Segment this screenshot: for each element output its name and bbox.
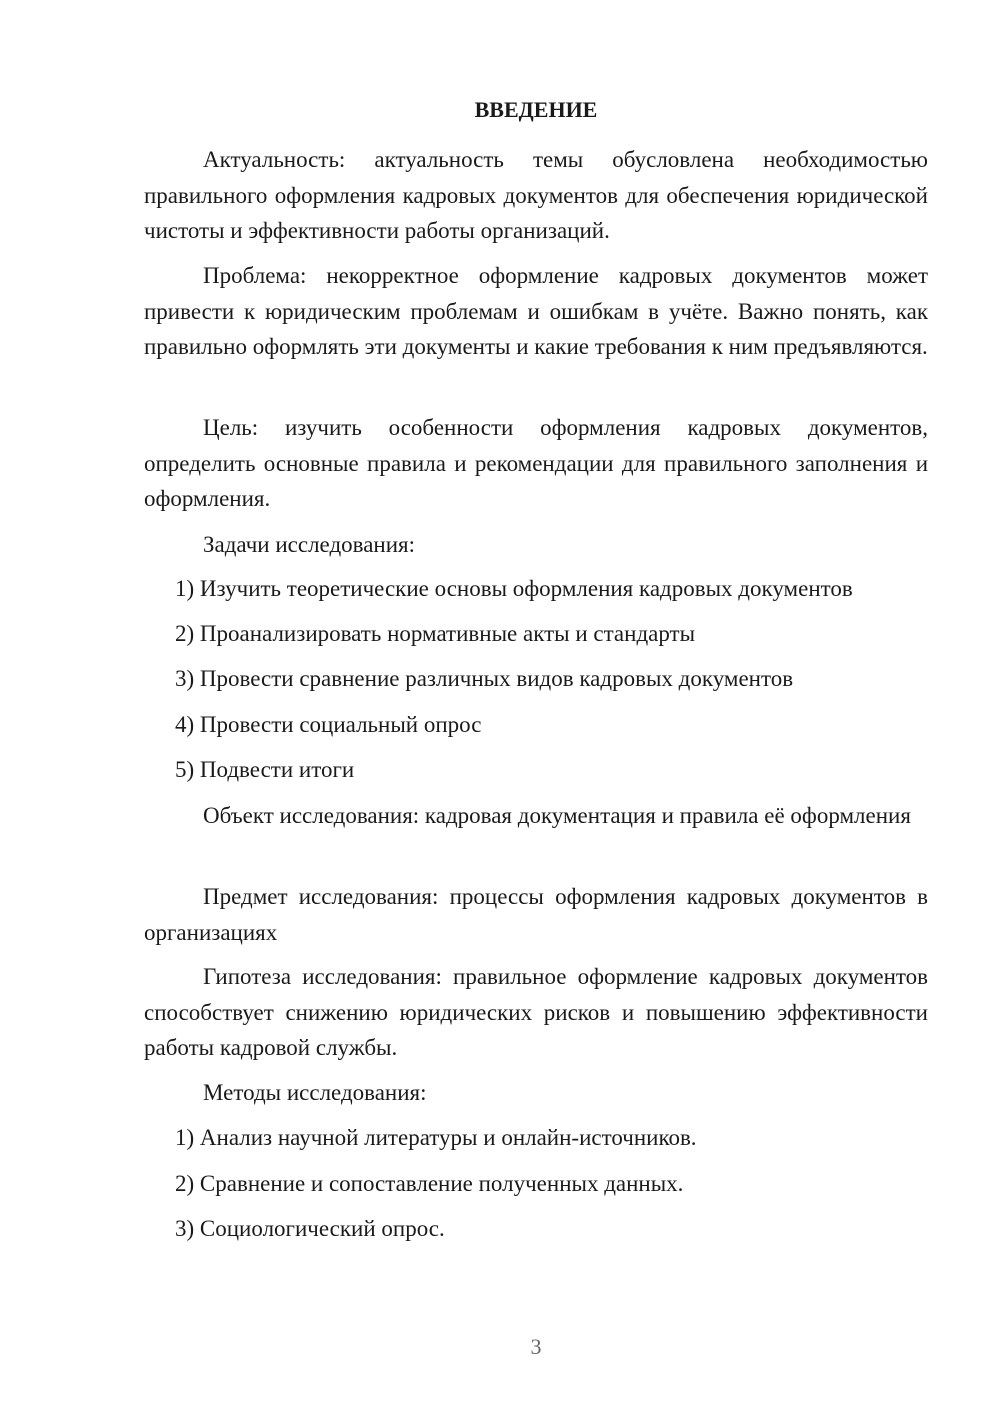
page-title: ВВЕДЕНИЕ xyxy=(474,97,598,122)
problem-paragraph: Проблема: некорректное оформление кадровых документов может привести к юридическим проблемам и ошибкам в учёте. Важно понять, как правильно оформлять эти документы и какие требования к ним предъявляются. xyxy=(144,263,928,359)
subject-paragraph: Предмет исследования: процессы оформления кадровых документов в организациях xyxy=(144,884,928,945)
actuality-paragraph: Актуальность: актуальность темы обусловлена необходимостью правильного оформления кадровых документов для обеспечения юридической чистоты и эффективности работы организаций. xyxy=(144,147,928,243)
task-item: 5) Подвести итоги xyxy=(175,757,355,782)
goal-paragraph: Цель: изучить особенности оформления кадровых документов, определить основные правила и рекомендации для правильного заполнения и оформления. xyxy=(144,415,928,511)
document-page xyxy=(144,0,928,1414)
methods-heading: Методы исследования: xyxy=(203,1080,427,1105)
method-item: 1) Анализ научной литературы и онлайн-источников. xyxy=(175,1125,697,1150)
task-item: 4) Провести социальный опрос xyxy=(175,712,482,737)
page-number: 3 xyxy=(530,1334,542,1359)
hypothesis-paragraph: Гипотеза исследования: правильное оформление кадровых документов способствует снижению юридических рисков и повышению эффективности работы кадровой службы. xyxy=(144,964,928,1060)
tasks-heading: Задачи исследования: xyxy=(203,532,416,557)
method-item: 3) Социологический опрос. xyxy=(175,1216,445,1241)
task-item: 1) Изучить теоретические основы оформления кадровых документов xyxy=(175,576,853,601)
task-item: 3) Провести сравнение различных видов кадровых документов xyxy=(175,666,794,691)
object-paragraph: Объект исследования: кадровая документация и правила её оформления xyxy=(203,803,911,828)
method-item: 2) Сравнение и сопоставление полученных данных. xyxy=(175,1171,684,1196)
task-item: 2) Проанализировать нормативные акты и стандарты xyxy=(175,621,696,646)
